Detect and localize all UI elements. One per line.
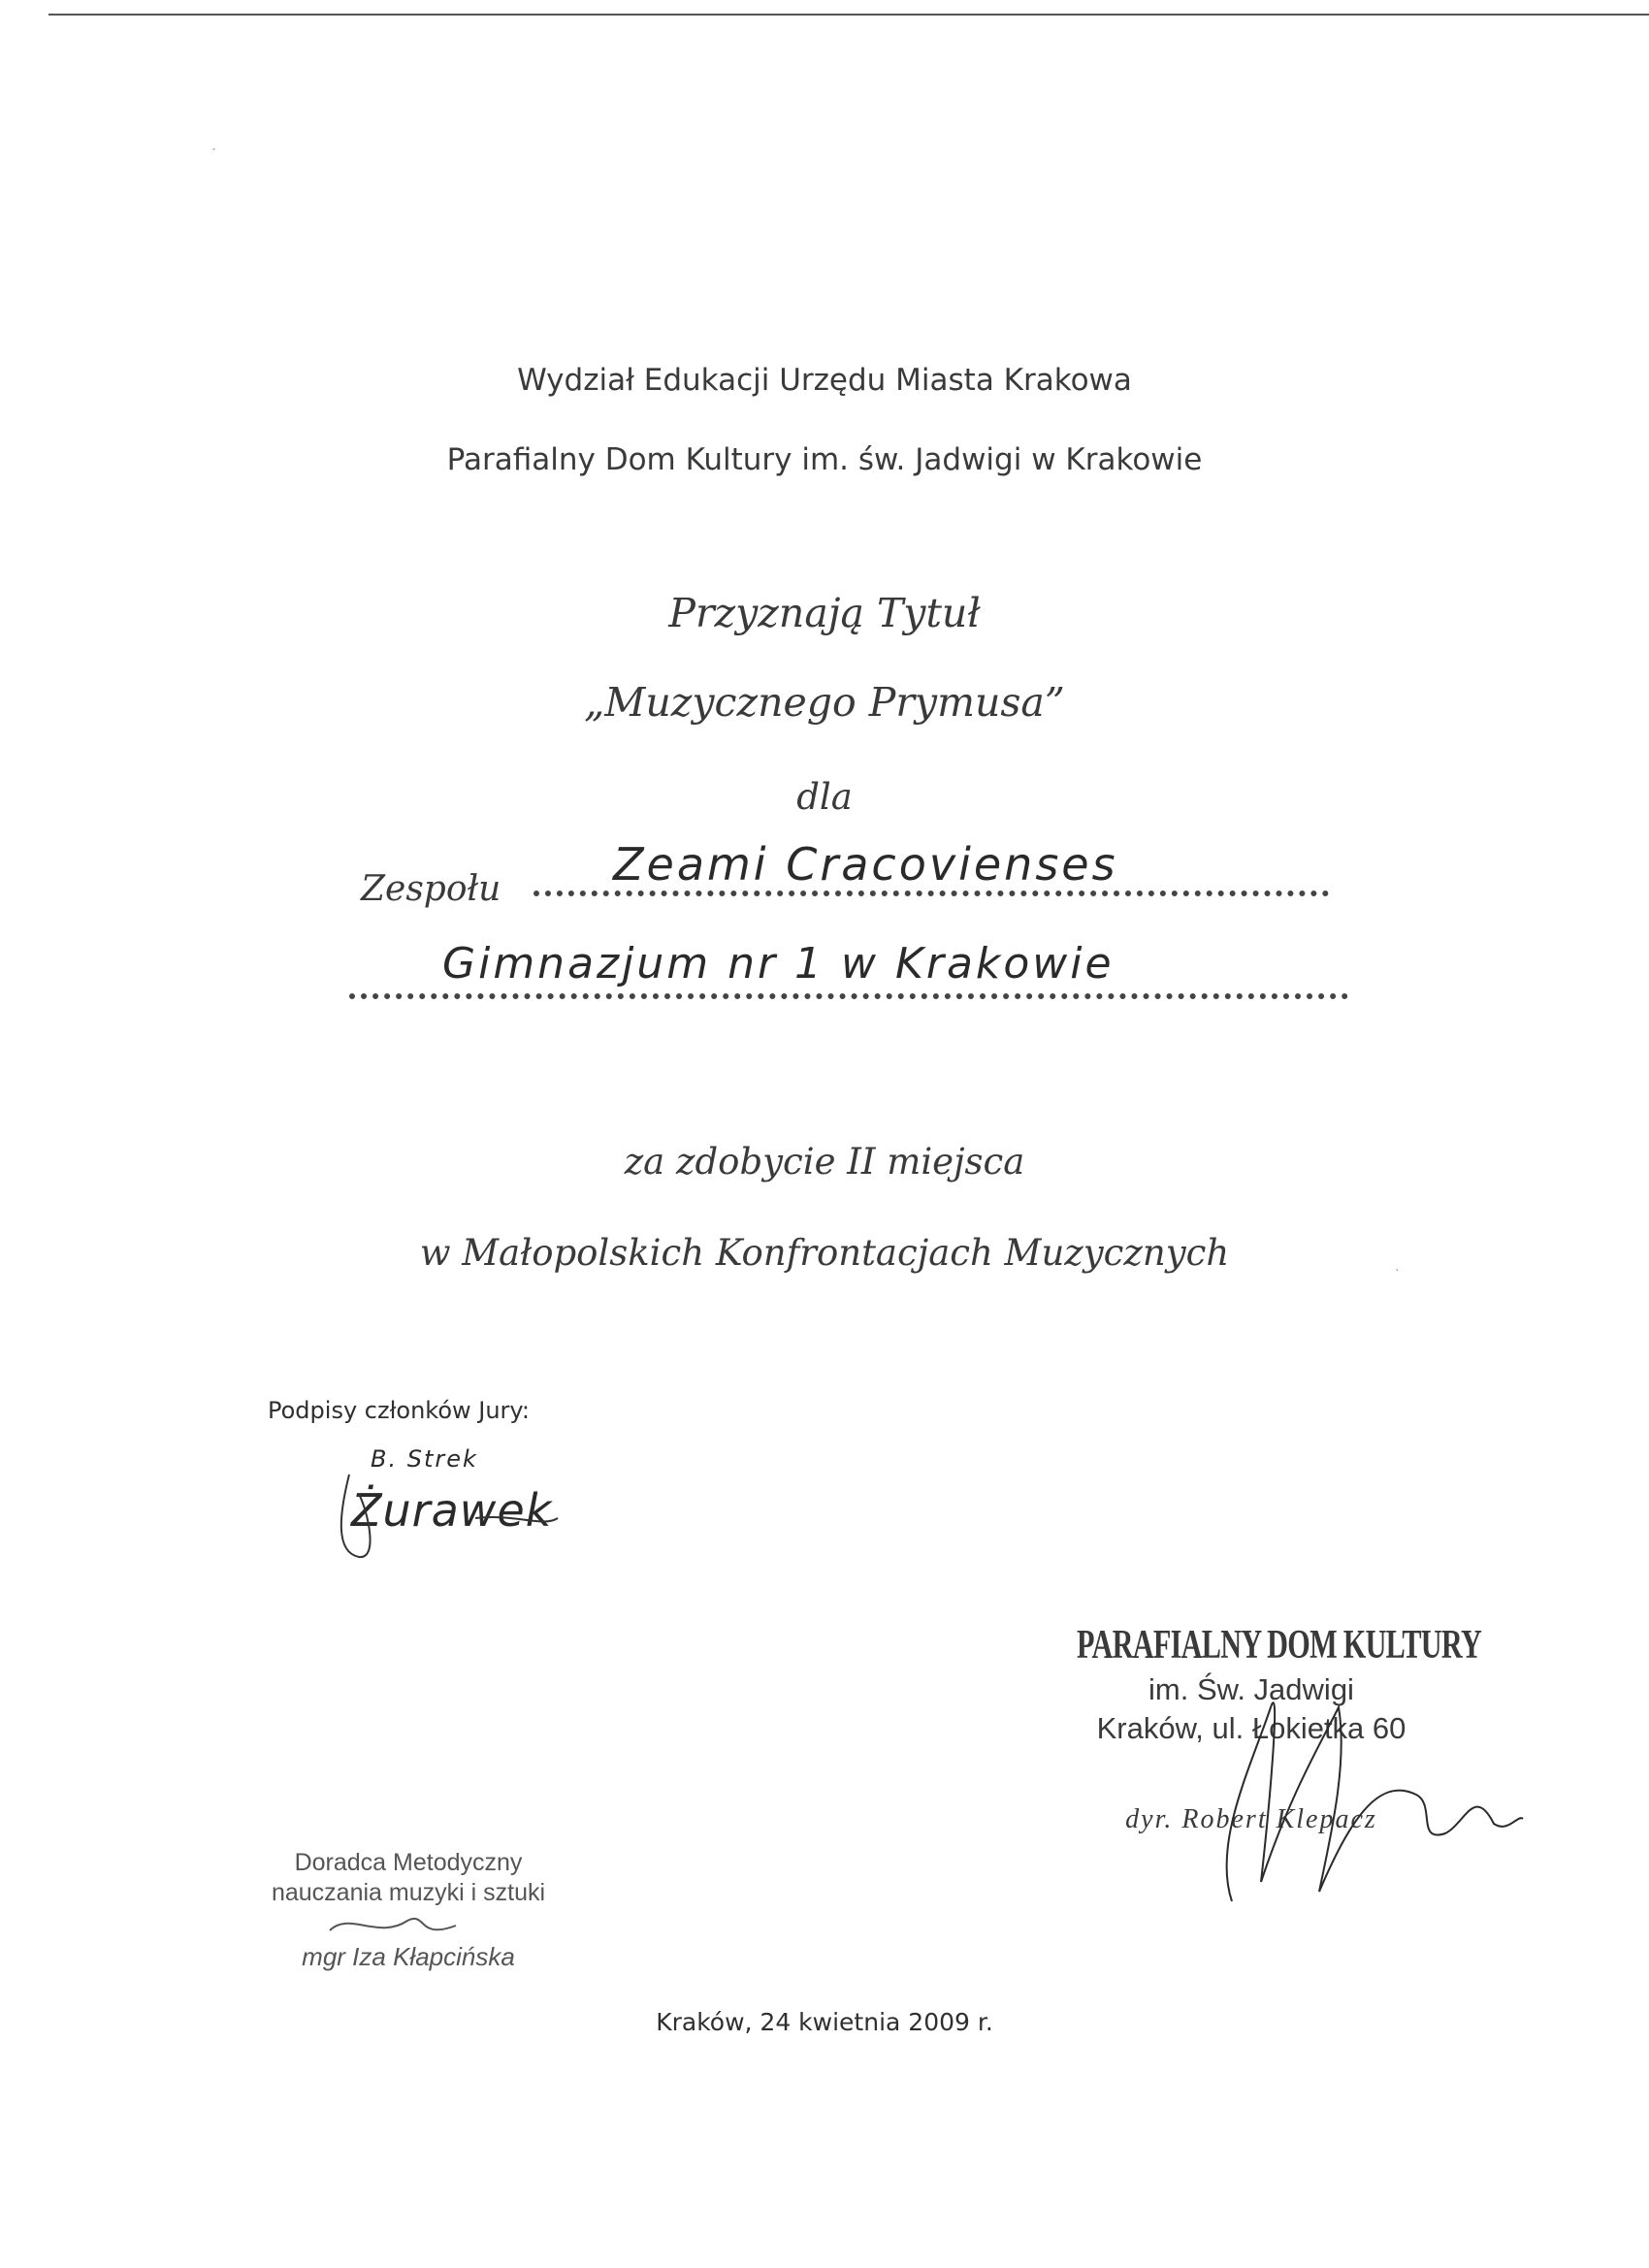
school-dotted-line bbox=[349, 993, 1348, 999]
school-handwritten: Gimnazjum nr 1 w Krakowie bbox=[442, 939, 1115, 988]
stamp-patron: im. Św. Jadwigi bbox=[1148, 1672, 1354, 1706]
reason-place: za zdobycie II miejsca bbox=[624, 1141, 1025, 1183]
stamp-title: PARAFIALNY DOM KULTURY bbox=[1077, 1623, 1482, 1668]
jury-signatures-label: Podpisy członków Jury: bbox=[268, 1397, 530, 1424]
jury-signature-scribble bbox=[330, 1455, 582, 1571]
scan-speck: ˊ bbox=[211, 146, 216, 161]
director-signature bbox=[1125, 1649, 1533, 1921]
scan-top-edge bbox=[48, 14, 1649, 16]
award-for: dla bbox=[796, 776, 853, 818]
header-institution: Parafialny Dom Kultury im. św. Jadwigi w Krakowie bbox=[446, 442, 1203, 477]
recipient-label: Zespołu bbox=[361, 869, 501, 909]
stamp-address: Kraków, ul. Łokietka 60 bbox=[1096, 1711, 1406, 1745]
place-and-date: Kraków, 24 kwietnia 2009 r. bbox=[656, 2008, 993, 2036]
recipient-dotted-line bbox=[534, 891, 1329, 896]
header-department: Wydział Edukacji Urzędu Miasta Krakowa bbox=[517, 363, 1132, 398]
jury-signature-2: Żurawek bbox=[351, 1484, 553, 1537]
award-title: „Muzycznego Prymusa” bbox=[584, 679, 1065, 726]
advisor-signature bbox=[320, 1901, 514, 1960]
advisor-title: Doradca Metodyczny bbox=[294, 1849, 523, 1876]
jury-signature-1: B. Strek bbox=[371, 1445, 478, 1473]
advisor-name: mgr Iza Kłapcińska bbox=[302, 1942, 515, 1971]
recipient-name-handwritten: Zeami Cracovienses bbox=[613, 838, 1118, 891]
reason-competition: w Małopolskich Konfrontacjach Muzycznych bbox=[419, 1232, 1230, 1274]
stamp-director: dyr. Robert Klepacz bbox=[1125, 1804, 1377, 1834]
scan-speck: · bbox=[1395, 1261, 1400, 1277]
award-line-grants: Przyznają Tytuł bbox=[668, 590, 981, 636]
advisor-subject: nauczania muzyki i sztuki bbox=[271, 1879, 546, 1906]
